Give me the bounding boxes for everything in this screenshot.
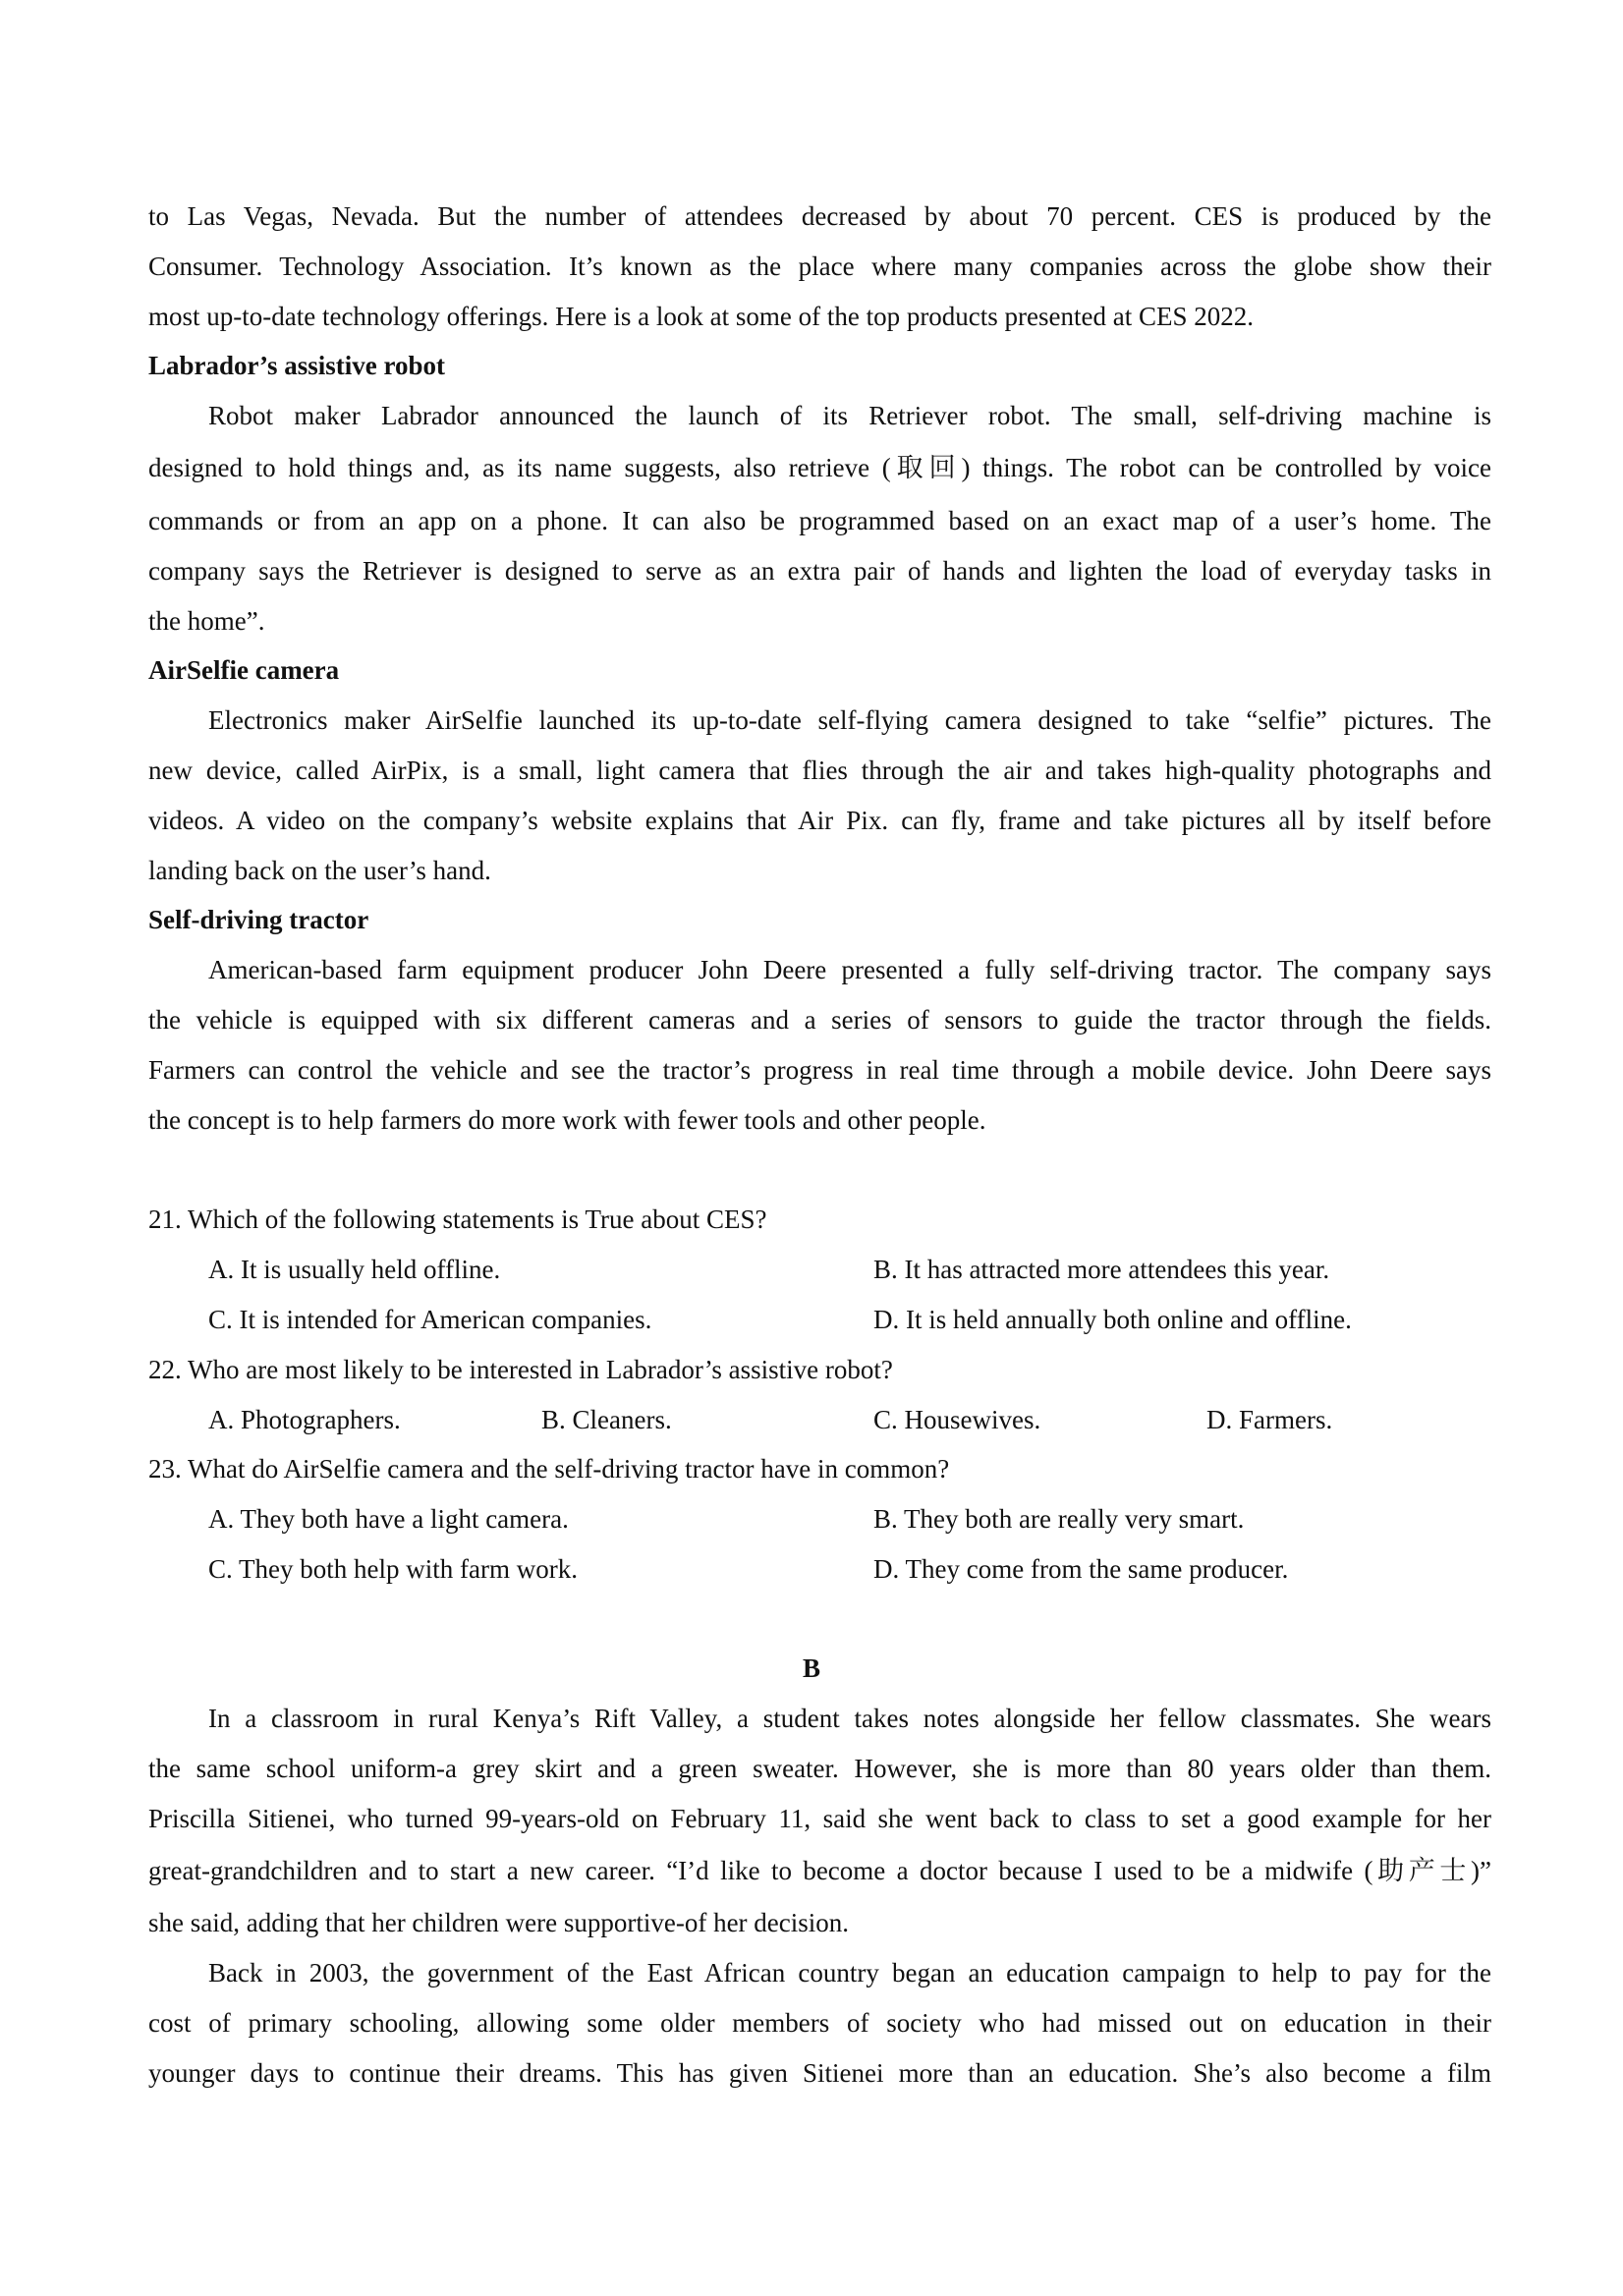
question-23-stem: 23. What do AirSelfie camera and the self-driving tractor have in common? — [148, 1454, 950, 1484]
tractor-line-3: Farmers can control the vehicle and see the tractor’s progress in real time through a mobile device. John Deere says — [148, 1055, 1491, 1085]
tractor-heading: Self-driving tractor — [148, 905, 369, 934]
question-22-stem: 22. Who are most likely to be interested in Labrador’s assistive robot? — [148, 1355, 893, 1384]
question-22-option-a: A. Photographers. — [208, 1405, 401, 1434]
tractor-line-2: the vehicle is equipped with six different cameras and a series of sensors to guide the tractor through the fields. — [148, 1005, 1491, 1035]
question-21-stem: 21. Which of the following statements is True about CES? — [148, 1204, 767, 1234]
section-b-p2-line-3: younger days to continue their dreams. This has given Sitienei more than an education. She’s also become a film — [148, 2058, 1491, 2088]
section-b-p2-line-1: Back in 2003, the government of the East African country began an education campaign to help to pay for the — [208, 1958, 1491, 1988]
question-21-option-c: C. It is intended for American companies. — [208, 1305, 652, 1334]
section-b-title: B — [802, 1653, 820, 1683]
section-b-p1-line-4: great-grandchildren and to start a new career. “I’d like to become a doctor because I used to be a midwife (助产士)” — [148, 1856, 1491, 1885]
question-23-option-c: C. They both help with farm work. — [208, 1554, 578, 1584]
question-23-option-d: D. They come from the same producer. — [873, 1554, 1289, 1584]
intro-line-1: to Las Vegas, Nevada. But the number of attendees decreased by about 70 percent. CES is produced by the — [148, 201, 1491, 231]
airselfie-heading: AirSelfie camera — [148, 655, 340, 685]
labrador-line-5: the home”. — [148, 606, 265, 636]
labrador-heading: Labrador’s assistive robot — [148, 351, 445, 380]
question-22-option-b: B. Cleaners. — [541, 1405, 672, 1434]
labrador-line-3: commands or from an app on a phone. It can also be programmed based on an exact map of a user’s home. The — [148, 506, 1491, 535]
labrador-line-1: Robot maker Labrador announced the launch of its Retriever robot. The small, self-driving machine is — [208, 401, 1491, 430]
question-23-option-a: A. They both have a light camera. — [208, 1504, 569, 1534]
section-b-p1-line-3: Priscilla Sitienei, who turned 99-years-old on February 11, said she went back to class to set a good example for her — [148, 1804, 1491, 1833]
section-b-p1-line-2: the same school uniform-a grey skirt and a green sweater. However, she is more than 80 years older than them. — [148, 1754, 1491, 1783]
question-22-option-c: C. Housewives. — [873, 1405, 1041, 1434]
labrador-line-2: designed to hold things and, as its name suggests, also retrieve (取回) things. The robot can be controlled by voice — [148, 453, 1491, 482]
section-b-p1-line-1: In a classroom in rural Kenya’s Rift Valley, a student takes notes alongside her fellow classmates. She wears — [208, 1704, 1491, 1733]
tractor-line-1: American-based farm equipment producer John Deere presented a fully self-driving tractor. The company says — [208, 955, 1491, 984]
section-b-p1-line-5: she said, adding that her children were supportive-of her decision. — [148, 1908, 850, 1937]
intro-line-3: most up-to-date technology offerings. Here is a look at some of the top products presented at CES 2022. — [148, 302, 1255, 331]
question-21-option-d: D. It is held annually both online and offline. — [873, 1305, 1352, 1334]
question-21-option-b: B. It has attracted more attendees this year. — [873, 1255, 1330, 1284]
tractor-line-4: the concept is to help farmers do more work with fewer tools and other people. — [148, 1105, 986, 1135]
question-21-option-a: A. It is usually held offline. — [208, 1255, 501, 1284]
question-22-option-d: D. Farmers. — [1206, 1405, 1333, 1434]
airselfie-line-4: landing back on the user’s hand. — [148, 856, 491, 885]
intro-line-2: Consumer. Technology Association. It’s known as the place where many companies across the globe show their — [148, 252, 1491, 281]
section-b-p2-line-2: cost of primary schooling, allowing some older members of society who had missed out on education in their — [148, 2008, 1491, 2038]
airselfie-line-3: videos. A video on the company’s website explains that Air Pix. can fly, frame and take pictures all by itself before — [148, 806, 1491, 835]
question-23-option-b: B. They both are really very smart. — [873, 1504, 1245, 1534]
airselfie-line-2: new device, called AirPix, is a small, light camera that flies through the air and takes high-quality photographs and — [148, 756, 1491, 785]
airselfie-line-1: Electronics maker AirSelfie launched its up-to-date self-flying camera designed to take “selfie” pictures. The — [208, 705, 1491, 735]
labrador-line-4: company says the Retriever is designed to serve as an extra pair of hands and lighten the load of everyday tasks in — [148, 556, 1491, 586]
